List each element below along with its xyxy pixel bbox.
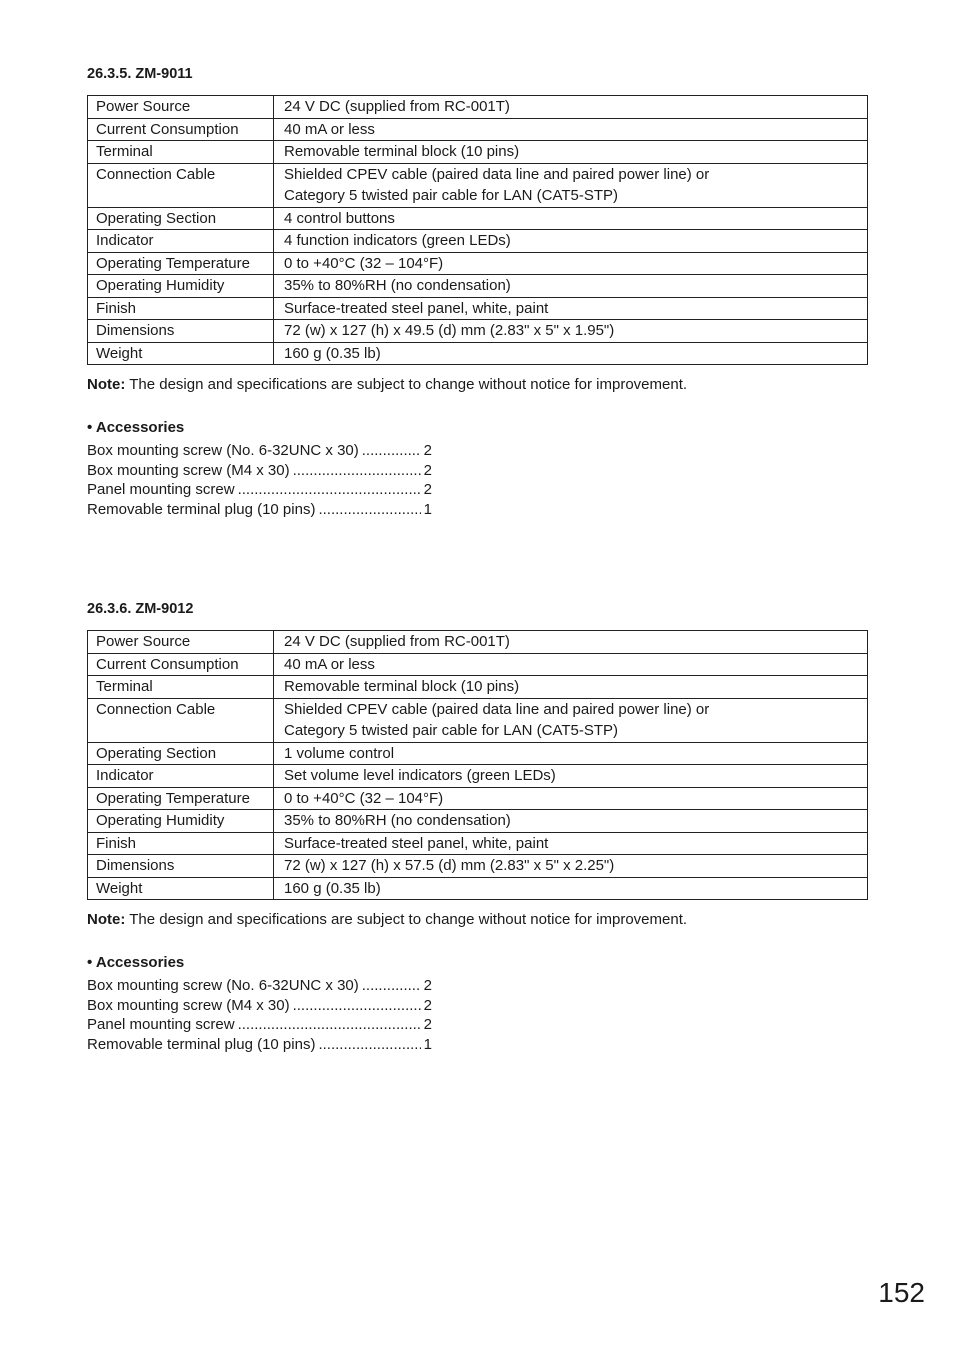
spec-table	[87, 630, 868, 900]
spec-label: Power Source	[88, 631, 274, 654]
accessory-name: Box mounting screw (No. 6-32UNC x 30)	[87, 977, 359, 994]
dot-leader	[293, 996, 421, 1016]
accessory-quantity: 1	[423, 1035, 432, 1053]
spec-label: Finish	[88, 832, 274, 855]
spec-value	[274, 787, 868, 810]
spec-label: Operating Section	[88, 207, 274, 230]
accessory-item	[87, 976, 432, 996]
accessory-quantity: 2	[423, 1016, 432, 1033]
spec-value	[274, 765, 868, 788]
spec-row	[88, 207, 868, 230]
accessory-quantity: 2	[423, 461, 432, 479]
spec-value	[274, 252, 868, 275]
spec-value	[274, 810, 868, 833]
spec-label: Operating Humidity	[88, 275, 274, 298]
spec-value-line: Shielded CPEV cable (paired data line and paired power line) or	[284, 700, 710, 718]
spec-value-line: 72 (w) x 127 (h) x 57.5 (d) mm (2.83" x 5" x 2.25")	[284, 857, 615, 874]
spec-value	[274, 877, 868, 900]
dot-leader	[238, 480, 421, 500]
spec-row	[88, 832, 868, 855]
spec-label: Operating Temperature	[88, 252, 274, 275]
spec-value-line: Category 5 twisted pair cable for LAN (CAT5-STP)	[284, 722, 619, 739]
spec-row	[88, 787, 868, 810]
spec-label: Dimensions	[88, 320, 274, 343]
spec-value-line: 40 mA or less	[284, 655, 375, 673]
spec-row	[88, 631, 868, 654]
spec-label: Indicator	[88, 230, 274, 253]
accessory-name: Panel mounting screw	[87, 481, 235, 498]
spec-value-line: 0 to +40°C (32 – 104°F)	[284, 789, 444, 807]
spec-value-line: 24 V DC (supplied from RC-001T)	[284, 98, 510, 115]
spec-section-zm-9011	[87, 65, 868, 519]
spec-value-line: 4 function indicators (green LEDs)	[284, 232, 511, 249]
spec-label: Operating Section	[88, 742, 274, 765]
spec-value	[274, 855, 868, 878]
spec-row	[88, 275, 868, 298]
spec-label: Connection Cable	[88, 163, 274, 207]
spec-label: Operating Humidity	[88, 810, 274, 833]
spec-value	[274, 207, 868, 230]
note-text: The design and specifications are subject to change without notice for improvement.	[125, 911, 688, 928]
spec-value-line: Removable terminal block (10 pins)	[284, 678, 520, 695]
note	[87, 375, 868, 395]
spec-value-line: 35% to 80%RH (no condensation)	[284, 277, 511, 294]
spec-table	[87, 95, 868, 365]
spec-value-line: 35% to 80%RH (no condensation)	[284, 812, 511, 829]
spec-row	[88, 653, 868, 676]
accessory-name: Panel mounting screw	[87, 1016, 235, 1033]
spec-value-line: Category 5 twisted pair cable for LAN (CAT5-STP)	[284, 187, 619, 204]
spec-value	[274, 676, 868, 699]
accessory-item	[87, 480, 432, 500]
spec-label: Weight	[88, 342, 274, 365]
accessory-quantity: 1	[423, 500, 432, 518]
spec-value-line: 4 control buttons	[284, 209, 395, 227]
spec-row	[88, 163, 868, 207]
spec-value-line: 1 volume control	[284, 744, 395, 762]
spec-row	[88, 320, 868, 343]
spec-row	[88, 810, 868, 833]
section-heading: 26.3.5. ZM-9011	[87, 66, 193, 82]
spec-row	[88, 297, 868, 320]
page-number: 152	[878, 1277, 925, 1308]
spec-row	[88, 765, 868, 788]
spec-label: Power Source	[88, 96, 274, 119]
spec-row	[88, 230, 868, 253]
note-label: Note:	[87, 376, 126, 393]
spec-value-line: Set volume level indicators (green LEDs)	[284, 767, 556, 784]
spec-value	[274, 742, 868, 765]
note-label: Note:	[87, 911, 126, 928]
spec-value	[274, 342, 868, 365]
dot-leader	[362, 976, 421, 996]
dot-leader	[318, 500, 420, 520]
accessory-item	[87, 500, 432, 520]
dot-leader	[318, 1035, 420, 1055]
spec-value	[274, 141, 868, 164]
spec-value	[274, 297, 868, 320]
accessory-quantity: 2	[423, 442, 432, 459]
accessory-item	[87, 1035, 432, 1055]
spec-value	[274, 653, 868, 676]
spec-value	[274, 275, 868, 298]
spec-value	[274, 96, 868, 119]
accessory-item	[87, 1015, 432, 1035]
spec-row	[88, 342, 868, 365]
spec-row	[88, 96, 868, 119]
spec-value-line: 160 g (0.35 lb)	[284, 879, 381, 897]
spec-label: Terminal	[88, 141, 274, 164]
accessory-item	[87, 461, 432, 481]
spec-value	[274, 230, 868, 253]
dot-leader	[362, 441, 421, 461]
spec-value-line: 40 mA or less	[284, 120, 375, 138]
spec-value	[274, 163, 868, 207]
spec-label: Indicator	[88, 765, 274, 788]
spec-value	[274, 698, 868, 742]
spec-row	[88, 252, 868, 275]
spec-row	[88, 742, 868, 765]
spec-label: Current Consumption	[88, 653, 274, 676]
spec-value-line: 72 (w) x 127 (h) x 49.5 (d) mm (2.83" x 5" x 1.95")	[284, 322, 615, 339]
spec-value-line: Shielded CPEV cable (paired data line and paired power line) or	[284, 165, 710, 183]
spec-label: Dimensions	[88, 855, 274, 878]
spec-value-line: 0 to +40°C (32 – 104°F)	[284, 254, 444, 272]
accessory-quantity: 2	[423, 977, 432, 994]
spec-label: Weight	[88, 877, 274, 900]
spec-value-line: Removable terminal block (10 pins)	[284, 143, 520, 160]
spec-label: Operating Temperature	[88, 787, 274, 810]
spec-row	[88, 676, 868, 699]
spec-section-zm-9012	[87, 600, 868, 1054]
dot-leader	[238, 1015, 421, 1035]
accessory-name: Removable terminal plug (10 pins)	[87, 1035, 316, 1053]
spec-value-line: 24 V DC (supplied from RC-001T)	[284, 633, 510, 650]
spec-label: Finish	[88, 297, 274, 320]
section-heading: 26.3.6. ZM-9012	[87, 601, 194, 617]
accessory-item	[87, 441, 432, 461]
accessories-list	[87, 976, 432, 1054]
accessory-name: Removable terminal plug (10 pins)	[87, 500, 316, 518]
spec-value	[274, 118, 868, 141]
spec-value-line: 160 g (0.35 lb)	[284, 344, 381, 362]
accessory-item	[87, 996, 432, 1016]
note	[87, 910, 868, 930]
accessories-list	[87, 441, 432, 519]
spec-row	[88, 855, 868, 878]
spec-value-line: Surface-treated steel panel, white, paint	[284, 299, 549, 317]
spec-row	[88, 141, 868, 164]
accessories-title: • Accessories	[87, 419, 185, 436]
dot-leader	[293, 461, 421, 481]
note-text: The design and specifications are subject to change without notice for improvement.	[125, 376, 688, 393]
accessory-name: Box mounting screw (No. 6-32UNC x 30)	[87, 442, 359, 459]
accessories-title: • Accessories	[87, 954, 185, 971]
spec-label: Terminal	[88, 676, 274, 699]
spec-row	[88, 698, 868, 742]
spec-row	[88, 118, 868, 141]
spec-row	[88, 877, 868, 900]
spec-label: Connection Cable	[88, 698, 274, 742]
accessory-name: Box mounting screw (M4 x 30)	[87, 996, 290, 1014]
spec-value	[274, 832, 868, 855]
accessory-name: Box mounting screw (M4 x 30)	[87, 461, 290, 479]
spec-value	[274, 631, 868, 654]
spec-value	[274, 320, 868, 343]
spec-value-line: Surface-treated steel panel, white, paint	[284, 834, 549, 852]
accessory-quantity: 2	[423, 996, 432, 1014]
accessory-quantity: 2	[423, 481, 432, 498]
spec-label: Current Consumption	[88, 118, 274, 141]
